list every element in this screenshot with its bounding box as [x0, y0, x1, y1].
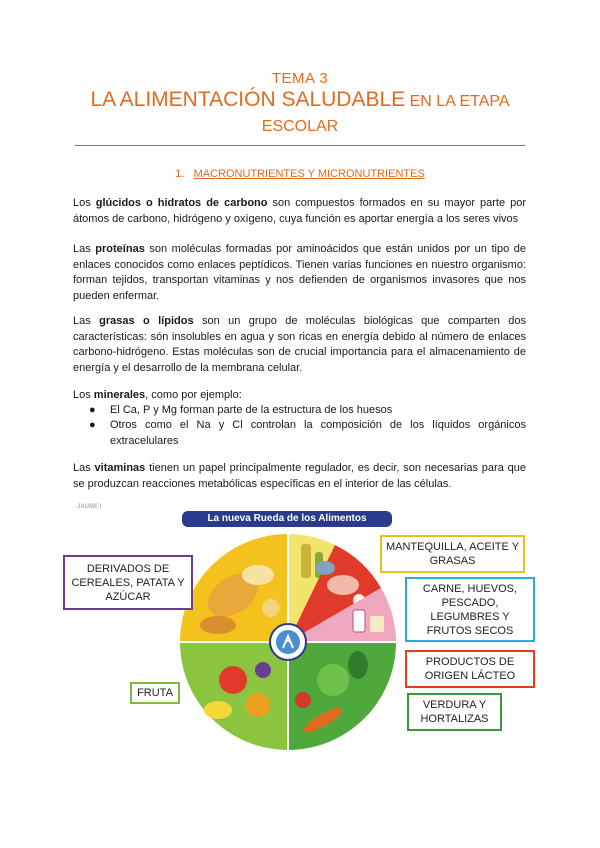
text: , como por ejemplo: [145, 389, 242, 401]
paragraph-minerales [73, 388, 526, 404]
section-heading [0, 168, 600, 180]
bullet-text: Otros como el Na y Cl controlan la composición de los líquidos orgánicos extracelulares [110, 419, 526, 447]
list-item [73, 403, 526, 419]
text: Los [73, 389, 94, 401]
text: Las [73, 462, 95, 474]
text: son moléculas formadas por aminoácidos que están unidos por un tipo de enlaces conocidos como enlaces peptídicos. Tienen varias funciones en nuestro organismo: forman tejidos, transportan vitaminas y nos defienden de organismos invasores que nos pueden enfermar. [73, 243, 526, 302]
title-line-2: ESCOLAR [261, 118, 339, 135]
term-minerales: minerales [93, 389, 146, 401]
image-credit: JAUME I [77, 504, 102, 510]
document-header [0, 70, 600, 138]
title-main: LA ALIMENTACIÓN SALUDABLE [90, 88, 406, 111]
text: Los [73, 197, 96, 209]
wheel-segment-verdura [288, 642, 396, 750]
text: Las [73, 315, 100, 327]
section-number: 1. [175, 168, 185, 180]
term-grasas: grasas o lípidos [99, 315, 194, 327]
text: Las [73, 243, 96, 255]
text: tienen un papel principalmente regulador, es decir, son necesarias para que se produzcan reacciones metabólicas específicas en el interior de las células. [73, 462, 526, 490]
wheel-segment-fruta [180, 642, 288, 750]
wheel-segment-cereales [180, 534, 288, 642]
bullet-marker: ● [89, 419, 96, 431]
wheel-banner: La nueva Rueda de los Alimentos [182, 511, 392, 527]
bullet-marker: ● [89, 404, 96, 416]
term-proteinas: proteínas [95, 243, 145, 255]
food-wheel-illustration [163, 530, 413, 755]
text: son un grupo de moléculas biológicas que comparten dos características: són insolubles en agua y son ricas en energía debido al número de enlaces carbono-hidrógeno. Estas moléculas son de crucial importancia para el almacenamiento de energía y el desarrollo de la membrana celular. [73, 315, 526, 374]
title-small: EN LA ETAPA [405, 93, 510, 110]
label-carne: CARNE, HUEVOS, PESCADO, LEGUMBRES Y FRUTOS SECOS [405, 577, 535, 642]
section-title: MACRONUTRIENTES Y MICRONUTRIENTES [193, 168, 425, 180]
bullet-text: El Ca, P y Mg forman parte de la estructura de los huesos [110, 404, 393, 416]
tema-label: TEMA 3 [271, 70, 329, 87]
paragraph-glucidos [73, 196, 526, 227]
paragraph-grasas [73, 314, 526, 376]
label-lacteo: PRODUCTOS DE ORIGEN LÁCTEO [405, 650, 535, 688]
paragraph-vitaminas [73, 461, 526, 492]
label-cereales: DERIVADOS DE CEREALES, PATATA Y AZÚCAR [63, 555, 193, 610]
term-glucidos: glúcidos o hidratos de carbono [95, 197, 268, 209]
label-fruta: FRUTA [130, 682, 180, 704]
header-divider [75, 145, 525, 146]
text: son compuestos formados en su mayor parte por átomos de carbono, hidrógeno y oxígeno, cuya función es aportar energía a los seres vivos [73, 197, 527, 225]
label-mantequilla: MANTEQUILLA, ACEITE Y GRASAS [380, 535, 525, 573]
label-verdura: VERDURA Y HORTALIZAS [407, 693, 502, 731]
food-wheel-figure [55, 500, 545, 755]
term-vitaminas: vitaminas [94, 462, 146, 474]
list-item [73, 418, 526, 449]
paragraph-proteinas [73, 242, 526, 304]
page-title [0, 88, 600, 114]
